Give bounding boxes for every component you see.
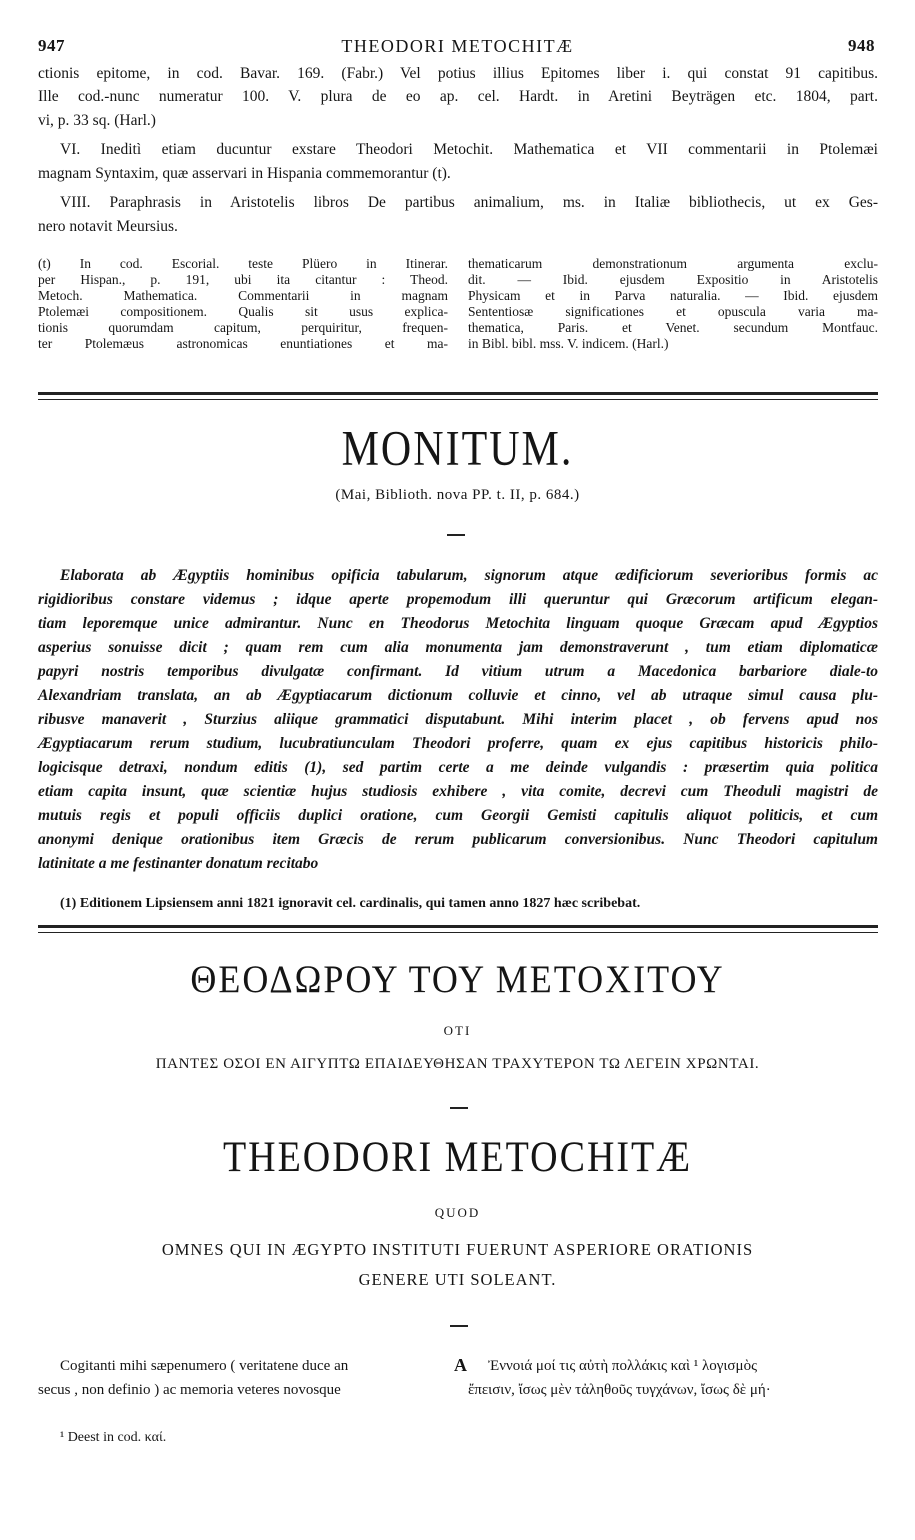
separator-dash [447, 534, 465, 536]
latin-body-line: secus , non definio ) ac memoria veteres novosque [38, 1382, 341, 1398]
greek-oti: ΟΤΙ [443, 1023, 472, 1038]
top-text-line: magnam Syntaxim, quæ asservari in Hispania commemorantur (t). [38, 165, 451, 182]
footnote-left-line: Ptolemæi compositionem. Qualis sit usus explica- [38, 304, 448, 319]
latin-subtitle-2: GENERE UTI SOLEANT. [358, 1270, 557, 1289]
top-text-line: ctionis epitome, in cod. Bavar. 169. (Fabr.) Vel potius illius Epitomes liber i. qui constat 91 capitibus. [38, 65, 878, 82]
footnote-left-line: per Hispan., p. 191, ubi ita citantur : Theod. [38, 272, 448, 287]
top-text-line: vi, p. 33 sq. (Harl.) [38, 112, 156, 129]
monitum-line: latinitate a me festinanter donatum recitabo [38, 855, 319, 872]
monitum-title: MONITUM. [341, 421, 574, 477]
latin-title: THEODORI METOCHITÆ [222, 1132, 693, 1182]
footnote-right-line: thematicarum demonstrationum argumenta exclu- [468, 256, 878, 271]
monitum-source: (Mai, Biblioth. nova PP. t. II, p. 684.) [335, 487, 580, 503]
page-number-left: 947 [38, 36, 65, 55]
latin-quod: QUOD [434, 1205, 481, 1220]
monitum-line: rigidioribus constare videmus ; idque aperte propemodum illi queruntur qui Græcorum artificum elegan- [38, 591, 878, 608]
monitum-line: asperius sonuisse dicit ; quam rem cum alia monumenta jam demonstraverunt , tum etiam diplomaticæ [38, 639, 878, 656]
footnote-right-line: Physicam et in Parva naturalia. — Ibid. ejusdem [468, 288, 878, 303]
margin-marker: A [454, 1355, 467, 1375]
separator-dash [450, 1107, 468, 1109]
greek-body-line: ἔπεισιν, ἴσως μὲν τἀληθοῦς τυγχάνων, ἴσως δὲ μή· [468, 1382, 771, 1398]
footnote-right-line: in Bibl. bibl. mss. V. indicem. (Harl.) [468, 336, 669, 351]
monitum-line: papyri nostris temporibus divulgatæ confirmant. Id vitium utrum a Macedonica barbariore diale-to [38, 663, 878, 680]
greek-body-line: Ἐννοιά μοί τις αὐτὴ πολλάκις καὶ ¹ λογισμὸς [488, 1358, 758, 1374]
greek-subtitle: ΠΑΝΤΕΣ ΟΣΟΙ ΕΝ ΑΙΓΥΠΤΩ ΕΠΑΙΔΕΥΘΗΣΑΝ ΤΡΑΧΥΤΕΡΟΝ ΤΩ ΛΕΓΕΙΝ ΧΡΩΝΤΑΙ. [155, 1056, 760, 1072]
footnote-left-line: (t) In cod. Escorial. teste Plüero in Itinerar. [38, 256, 448, 271]
top-text-line: VIII. Paraphrasis in Aristotelis libros De partibus animalium, ms. in Italiæ bibliothecis, ut ex Ges- [60, 194, 878, 211]
monitum-line: Alexandriam translata, an ab Ægyptiacarum dictionum colluvie et cinno, vel ab utraque simul causa plu- [38, 687, 878, 704]
top-text-line: nero notavit Meursius. [38, 218, 178, 235]
footnote-left-line: ter Ptolemæus astronomicas enuntiationes et ma- [38, 336, 448, 351]
monitum-line: etiam capita insunt, quæ scientiæ hujus studiosis exhibere , vita comite, decrevi cum Theoduli magistri de [38, 783, 878, 800]
footnote-left-line: Metoch. Mathematica. Commentarii in magnam [38, 288, 448, 303]
greek-title: ΘΕΟΔΩΡΟΥ ΤΟΥ ΜΕΤΟΧΙΤΟΥ [190, 957, 725, 1001]
section-rule-thick [38, 925, 878, 928]
section-rule-thick [38, 392, 878, 395]
footnote-right-line: thematica, Paris. et Venet. secundum Montfauc. [468, 320, 878, 335]
top-text-line: Ille cod.-nunc numeratur 100. V. plura de eo ap. cel. Hardt. in Aretini Beyträgen etc. 1804, part. [38, 88, 878, 105]
monitum-line: mutuis regis et populi officiis duplici oratione, cum Georgii Gemisti capitulis aliquot politicis, et cum [38, 807, 878, 824]
latin-body-line: Cogitanti mihi sæpenumero ( veritatene duce an [60, 1358, 349, 1374]
top-text-line: VI. Ineditì etiam ducuntur exstare Theodori Metochit. Mathematica et VII commentarii in Ptolemæi [60, 141, 878, 158]
section-rule-thin [38, 932, 878, 933]
footnote-right-line: Sententiosæ significationes et opuscula varia ma- [468, 304, 878, 319]
separator-dash [450, 1325, 468, 1327]
monitum-line: Elaborata ab Ægyptiis hominibus opificia tabularum, signorum atque ædificiorum severioribus formis ac [60, 567, 878, 584]
section-rule-thin [38, 399, 878, 400]
latin-subtitle-1: OMNES QUI IN ÆGYPTO INSTITUTI FUERUNT ASPERIORE ORATIONIS [161, 1240, 754, 1259]
footnote-left-line: tionis quorumdam capitum, perquiritur, frequen- [38, 320, 448, 335]
page-number-right: 948 [848, 36, 875, 55]
monitum-line: tiam leporemque unice admirantur. Nunc en Theodorus Metochita linguam quoque Græcam apud Ægyptios [38, 615, 878, 632]
bottom-footnote: ¹ Deest in cod. καί. [60, 1430, 167, 1445]
monitum-line: Ægyptiacarum rerum studium, lucubratiunculam Theodori proferre, quam ex ejus capitibus historicis philo- [38, 735, 878, 752]
monitum-line: anonymi denique orationibus item Græcis de rerum publicarum conversionibus. Nunc Theodori capitulum [38, 831, 878, 848]
running-title: THEODORI METOCHITÆ [341, 36, 574, 56]
footnote-right-line: dit. — Ibid. ejusdem Expositio in Aristotelis [468, 272, 878, 287]
monitum-footnote: (1) Editionem Lipsiensem anni 1821 ignoravit cel. cardinalis, qui tamen anno 1827 hæc scribebat. [60, 896, 641, 911]
monitum-line: ribusve manaverit , Sturzius aliique grammatici disputabunt. Mihi interim placet , ob fervens apud nos [38, 711, 878, 728]
monitum-line: logicisque detraxi, nondum editis (1), sed partim certe a me deinde vulgandis : præsertim quia politica [38, 759, 878, 776]
